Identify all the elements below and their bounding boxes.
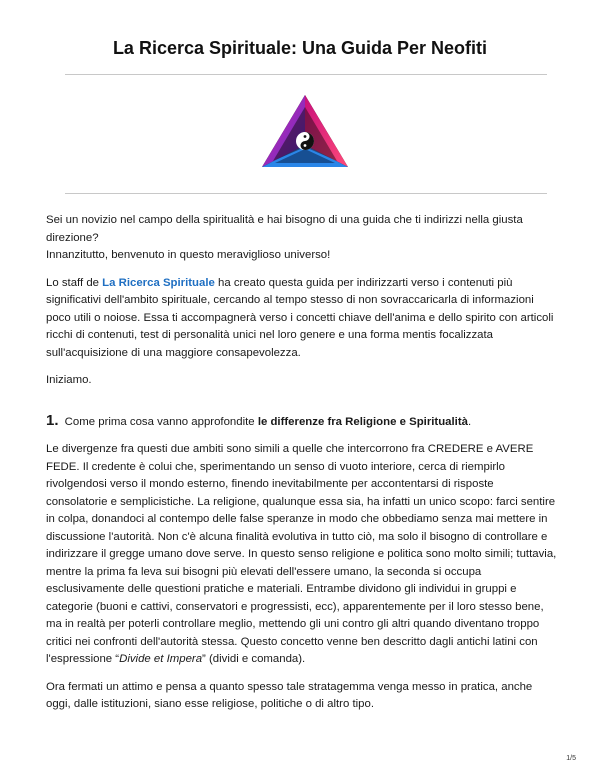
section-1-text-post: . — [467, 415, 472, 428]
intro-question: Sei un novizio nel campo della spiritualità e hai bisogno di una guida che ti indirizzi nella giusta direzione? — [46, 214, 523, 244]
divergenze-text: Le divergenze fra questi due ambiti sono simili a quelle che intercorrono fra CREDERE e AVERE FEDE. Il credente è colui che, sperimentando un senso di vuoto interiore, cerca di riempirlo rivolgendosi verso il mondo esterno, finendo inevitabilmente per accontentarsi di risposte consolatorie e semplicistiche. La religione, qualunque essa sia, ha infatti un unico scopo: farci sentire in colpa, donandoci al contempo delle false speranze in modo che obbediamo senza mai mettere in discussione l'autorità. Non c'è alcuna finalità evolutiva in tutto ciò, ma solo il bisogno di controllare e indirizzare il gregge umano dove serve. In questo senso religione e politica sono molto simili; tuttavia, mentre la prima fa leva sui bisogni più elevati dell'essere umano, la seconda si occupa esclusivamente delle questioni pratiche e materiali. Entrambe dividono gli individui in gruppi e categorie (buoni e cattivi, conservatori e progressisti, ecc), apparentemente per il loro stesso bene, ma in realtà per poterli controllare meglio, mettendo gli uni contro gli altri quando diventano troppo critici nei confronti dell'autorità stessa. Questo concetto venne ben descritto dagli antichi latini con l'espressione “ — [46, 443, 557, 665]
section-1-heading — [46, 412, 558, 432]
section-1-text-pre: Come prima cosa vanno approfondite — [61, 415, 258, 428]
start-paragraph: Iniziamo. — [46, 374, 92, 386]
la-ricerca-spirituale-link[interactable]: La Ricerca Spirituale — [102, 276, 215, 289]
section-1-bold: le differenze fra Religione e Spiritualità — [257, 415, 468, 428]
article-body — [46, 212, 558, 724]
section-number: 1. — [46, 411, 59, 429]
staff-text-pre: Lo staff de — [46, 276, 103, 289]
bottom-divider — [65, 193, 547, 194]
divergenze-text-end: ” (dividi e comanda). — [202, 653, 306, 665]
staff-text-post: ha creato questa guida per indirizzarti verso i contenuti più significativi dell'ambito spirituale, cercando al tempo stesso di non sovraccaricarla di informazioni poco utili o noiose. Essa ti accompagnerà verso i concetti chiave dell'anima e dello spirito con articoli ricchi di contenuti, test di personalità unici nel loro genere e una forma mentis focalizzata sull'acquisizione di una maggiore consapevolezza. — [46, 276, 554, 359]
intro-welcome: Innanzitutto, benvenuto in questo meraviglioso universo! — [46, 249, 331, 261]
divide-et-impera: Divide et Impera — [119, 653, 203, 665]
top-divider — [65, 74, 547, 75]
divergenze-paragraph — [46, 441, 558, 669]
page-number: 1/5 — [566, 755, 576, 762]
staff-paragraph — [46, 275, 558, 363]
ora-paragraph: Ora fermati un attimo e pensa a quanto spesso tale stratagemma venga messo in pratica, anche oggi, dalle istituzioni, siano esse religiose, politiche o di altro tipo. — [46, 680, 533, 710]
page-title: La Ricerca Spirituale: Una Guida Per Neofiti — [112, 38, 488, 58]
triangle-yin-yang-logo-icon — [258, 93, 352, 171]
intro-paragraph — [46, 212, 558, 265]
